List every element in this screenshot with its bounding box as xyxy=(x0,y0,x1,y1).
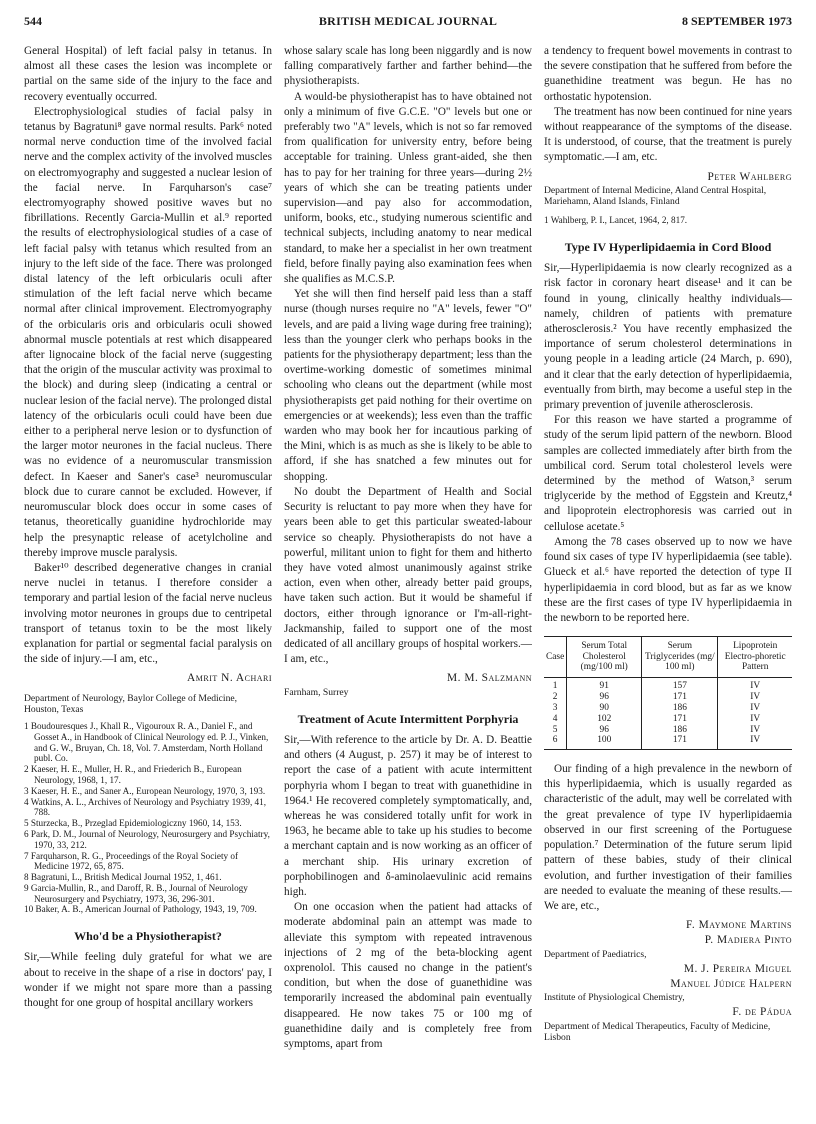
reference-item: 2 Kaeser, H. E., Muller, H. R., and Friederich B., European Neurology, 1968, 1, 17. xyxy=(24,764,242,785)
table-cell: 4 xyxy=(552,713,558,724)
table-cell: 96 xyxy=(567,691,642,702)
table-cell: 90 xyxy=(567,702,642,713)
author-signature: P. Madiera Pinto xyxy=(704,934,792,947)
table-row xyxy=(544,702,792,713)
paragraph: The treatment has now been continued for nine years without reappearance of the symptoms of the disease. It is understood, of course, that the treatment is purely symptomatic.—I am, etc. xyxy=(544,105,792,164)
table-cell: 2 xyxy=(552,691,558,702)
table-header: Case xyxy=(544,637,567,678)
table-header: Serum Triglycerides (mg/ 100 ml) xyxy=(642,637,718,678)
reference-item: 10 Baker, A. B., American Journal of Pathology, 1943, 19, 709. xyxy=(24,904,257,915)
table-header: Lipoprotein Electro-phoretic Pattern xyxy=(718,637,792,678)
reference-item: 6 Park, D. M., Journal of Neurology, Neurosurgery and Psychiatry, 1970, 33, 212. xyxy=(24,828,270,850)
table-row xyxy=(544,691,792,702)
paragraph: whose salary scale has long been niggardly and is now falling comparatively farther and farther behind—the physiotherapists. xyxy=(284,45,532,88)
paragraph: A would-be physiotherapist has to have obtained not only a minimum of five G.C.E. "O" levels but one or preferably two "A" levels, which is not so far removed from qualification for university entry, before being acceptable for training. Unless grant-aided, she then has to pay for her training for three years—during 2½ years of which she can be treating patients under supervision—and pay also for accommodation, uniform, books, etc., studying numerous scientific and technical subjects, including anatomy to near medical standard, to make her a specialist in her own treatment field, before finally paying also examination fees when she qualifies as M.C.S.P. xyxy=(284,90,532,286)
paragraph: For this reason we have started a programme of study of the serum lipid pattern of the newborn. Blood samples are collected immediately after birth from the umbilical cord. Serum total cholesterol levels were determined by the method of Watson,³ serum triglyceride by the method of Eggstein and Kreutz,⁴ and lipoprotein electrophoresis was carried out in cellulose acetate.⁵ xyxy=(544,414,792,533)
table-row xyxy=(544,724,792,735)
table-cell: 100 xyxy=(567,735,642,749)
column-2 xyxy=(284,44,532,1116)
author-signature: M. M. Salzmann xyxy=(447,672,532,685)
author-signature: Peter Wahlberg xyxy=(707,170,792,183)
paragraph: a tendency to frequent bowel movements in contrast to the severe constipation that he suffered from before the guanethidine treatment was begun. He has no orthostatic hypotension. xyxy=(544,45,792,103)
author-address: Farnham, Surrey xyxy=(284,686,349,698)
column-1 xyxy=(24,44,272,1116)
page-number: 544 xyxy=(24,14,42,28)
paragraph: Baker¹⁰ described degenerative changes in cranial nerve nuclei in tetanus. I therefore consider a temporary and partial lesion of the facial nerve nucleus involving motor neurones in groups due to centripetal transport of tetanus toxin to be the most likely explanation for partial or segmental facial paralysis on the side of injury.—I am, etc., xyxy=(24,561,272,666)
author-signature: F. Maymone Martins xyxy=(685,919,792,932)
table-cell: 3 xyxy=(552,702,558,713)
author-address: Department of Paediatrics, xyxy=(544,948,647,960)
letter-title: Type IV Hyperlipidaemia in Cord Blood xyxy=(564,240,772,255)
table-cell: 91 xyxy=(567,677,642,691)
paragraph: On one occasion when the patient had attacks of moderate abdominal pain an attempt was made to alleviate this symptom with repeated intravenous injections of 2 mg of the beta-blocking agent oxprenolol. This caused no change in the patient's condition, but when the dose of guanethidine was temporarily increased the abdominal pain eventually disappeared. He now takes 75 or 100 mg of guanethidine daily and is completely free from symptoms, apart from xyxy=(284,901,532,1050)
author-signature: Manuel Júdice Halpern xyxy=(670,977,792,990)
author-address: Department of Medical Therapeutics, Faculty of Medicine, Lisbon xyxy=(544,1020,771,1043)
paragraph: General Hospital) of left facial palsy in tetanus. In almost all these cases the lesion was incomplete or partial on the same side of the injury to the face and recovery eventually occurred. xyxy=(24,45,272,103)
table-cell: 186 xyxy=(642,724,718,735)
author-signature: M. J. Pereira Miguel xyxy=(683,962,792,975)
reference-item: 1 Boudouresques J., Khall R., Vigouroux R. A., Daniel F., and Gosset A., in Handbook of Clinical Neurology ed. P. J., Vinken, and G. W., Bruyan, Ch. 18, Vol. 7. Amsterdam, North Holland publ. Co. xyxy=(24,720,269,764)
author-signature: F. de Pádua xyxy=(732,1006,792,1019)
table-cell: 96 xyxy=(567,724,642,735)
table-cell: 171 xyxy=(642,691,718,702)
paragraph: Sir,—Hyperlipidaemia is now clearly recognized as a risk factor in coronary heart disease¹ and it can be found in young, clinically healthy individuals—namely, children of patients with premature atherosclerosis.² You have recently emphasized the importance of serum cholesterol determinations in young people in a leading article (24 March, p. 690), and it clear that the early detection of hyperlipidaemia, eventually from birth, may become a useful step in the primary prevention of juvenile atherosclerosis. xyxy=(544,262,792,412)
table-cell: IV xyxy=(718,724,792,735)
issue-date: 8 SEPTEMBER 1973 xyxy=(681,14,792,28)
table-cell: 157 xyxy=(642,677,718,691)
table-cell: 102 xyxy=(567,713,642,724)
column-3 xyxy=(544,44,792,1116)
reference-item: 4 Watkins, A. L., Archives of Neurology and Psychiatry 1939, 41, 788. xyxy=(24,796,267,818)
table-cell: 186 xyxy=(642,702,718,713)
table-row xyxy=(544,735,792,749)
letter-title: Treatment of Acute Intermittent Porphyria xyxy=(297,711,519,726)
reference-list xyxy=(24,721,272,915)
letter-title: Who'd be a Physiotherapist? xyxy=(74,929,222,944)
reference-item: 3 Kaeser, H. E., and Saner A., European Neurology, 1970, 3, 193. xyxy=(24,785,266,796)
reference-item: 1 Wahlberg, P. I., Lancet, 1964, 2, 817. xyxy=(544,215,688,226)
reference-item: 7 Farquharson, R. G., Proceedings of the Royal Society of Medicine 1972, 65, 875. xyxy=(24,850,239,872)
author-address: Department of Internal Medicine, Aland Central Hospital, Mariehamn, Aland Islands, Finland xyxy=(544,184,767,208)
table-cell: IV xyxy=(718,735,792,749)
paragraph: Electrophysiological studies of facial palsy in tetanus by Bagratuni⁸ gave normal results. Park⁶ noted normal nerve conduction time of the involved facial nerve and the complex activity of the involved muscles on electromyography and suggested a nuclear lesion of the facial nerve. In Farquharson's case⁷ electromyography showed positive waves but no fibrillations. Recently Garcia-Mullin et al.⁹ reported the results of electrophysiological studies of a case of left facial palsy with tetanus which resulted from an injury to the left side of the face. There was prolonged distal latency of the left orbicularis oculi after stimulation of the left facial nerve which became normal after clinical improvement. Electromyography of the orbicularis oris and orbicularis oculi showed abnormal muscle potentials at rest which disappeared after lignocaine block of the facial nerve (suggesting that the origin of the muscular activity was proximal to the block) and during sleep (indicating a central or nuclear lesion of the facial nerve). The prolonged distal latency of the orbicularis oculi could have been due either to a peripheral nerve lesion or to dysfunction of the larger motor neurones in the facial nucleus. There was no evidence of a neuromuscular transmission defect. In Kaeser and Saner's case³ neuromuscular block due to curare cannot be excluded. However, if neuromuscular block does occur in some cases of tetanus, theoretically guanidine hydrochloride may help the presynaptic release of acetylcholine and thereby improve muscle paralysis. xyxy=(24,105,272,559)
journal-name: BRITISH MEDICAL JOURNAL xyxy=(318,14,498,28)
table-cell: 1 xyxy=(552,680,558,691)
author-address: Institute of Physiological Chemistry, xyxy=(544,992,685,1004)
table-cell: IV xyxy=(718,677,792,691)
author-signature: Amrit N. Achari xyxy=(187,672,272,685)
table-cell: 5 xyxy=(552,724,558,735)
table-cell: IV xyxy=(718,702,792,713)
table-row xyxy=(544,713,792,724)
table-cell: IV xyxy=(718,691,792,702)
table-cell: 171 xyxy=(642,713,718,724)
reference-item: 5 Sturzecka, B., Przeglad Epidemiologiczny 1960, 14, 153. xyxy=(24,818,242,829)
page-header xyxy=(24,12,792,34)
paragraph: Sir,—With reference to the article by Dr. A. D. Beattie and others (4 August, p. 257) it may be of interest to report the case of a patient with acute intermittent porphyria whom I began to treat with guanethidine in 1964.¹ He recovered completely symptomatically, and, whereas he was considered totally unfit for work in 1963, he became able to take up his studies to become a merchant captain and is now working as an officer of a merchant ship. His urinary excretion of porphobilinogen and δ-aminolaevulinic acid remains high. xyxy=(284,733,532,898)
table-cell: 6 xyxy=(544,735,567,749)
table-cell: 171 xyxy=(642,735,718,749)
table-header: Serum Total Cholesterol (mg/100 ml) xyxy=(567,637,642,678)
reference-item: 9 Garcia-Mullin, R., and Daroff, R. B., Journal of Neurology Neurosurgery and Psychiatry, 1973, 36, 296-301. xyxy=(24,882,248,904)
paragraph: Sir,—While feeling duly grateful for what we are about to receive in the shape of a rise in doctors' pay, I wonder if we might not spare more than a passing thought for one group of hospital ancillary workers xyxy=(24,951,272,1010)
table-header-row xyxy=(544,637,792,678)
paragraph: Our finding of a high prevalence in the newborn of this hyperlipidaemia, which is usually regarded as characteristic of the adult, may well be correlated with the great prevalence of type IV hyperlipidaemia observed in our first screening of the Portuguese population.⁷ Determination of the future serum lipid pattern of these babies, study of their clinical evolution, and further investigation of their families are needed to evaluate the meaning of these results.—We are, etc., xyxy=(544,763,792,912)
table-row xyxy=(544,677,792,691)
author-address: Department of Neurology, Baylor College of Medicine, Houston, Texas xyxy=(24,692,238,715)
reference-item: 8 Bagratuni, L., British Medical Journal 1952, 1, 461. xyxy=(24,872,222,883)
paragraph: Among the 78 cases observed up to now we have found six cases of type IV hyperlipidaemia (see table). Glueck et al.⁶ have reported the detection of type II hyperlipidaemia in cord blood, but as far as we know these are the first cases of type IV hyperlipidaemia in the newborn to be reported here. xyxy=(544,535,792,624)
paragraph: Yet she will then find herself paid less than a staff nurse (though nurses require no "A" levels, fewer "O" levels, and are paid a living wage during free training); less than the younger clerk who perhaps books in the patients for the physiotherapy department; less than the overtime-working domestic of sometimes minimal schooling who cleans out the department (while most physiotherapists get paid nothing for their overtime on emergencies or at weekends); less even than the traffic warden who may book her for incautious parking of the Mini, which is as much as she is likely to be able to afford, if she has snatched a few minutes out for shopping. xyxy=(284,288,532,483)
paragraph: No doubt the Department of Health and Social Security is reluctant to pay more when they have for years been able to get this particular sweated-labour service so cheaply. Physiotherapists do not have a powerful, militant union to fight for them and hitherto they have voted almost unanimously against strike action, even when other, already better paid groups, have taken such action. But it would be shameful if doctors, either through ignorance or I'm-all-right-Jackmanship, failed to support one of the most dedicated of all ancillary groups of hospital workers.—I am, etc., xyxy=(284,485,532,666)
table-cell: IV xyxy=(718,713,792,724)
lipid-table xyxy=(544,636,792,750)
